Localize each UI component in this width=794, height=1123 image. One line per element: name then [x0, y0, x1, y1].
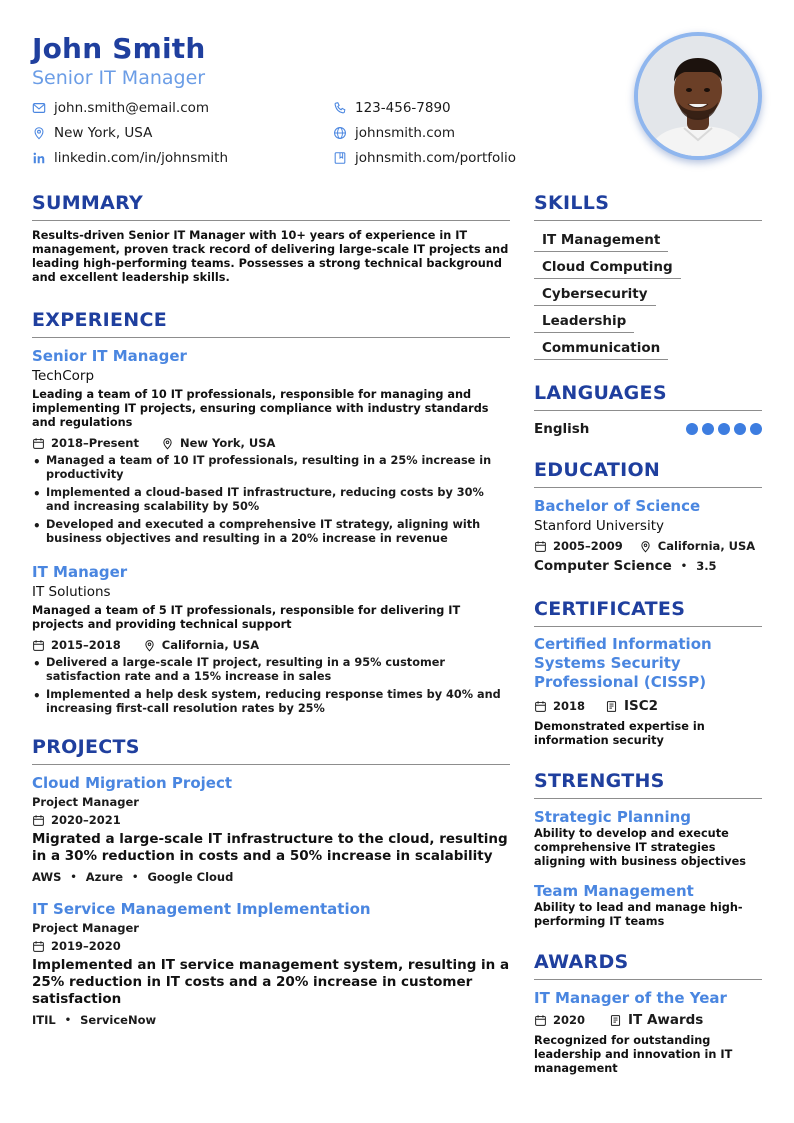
school: Stanford University [534, 518, 664, 534]
job-description: Managed a team of 5 IT professionals, responsible for delivering IT projects and providing technical support [32, 604, 461, 631]
awards-section [534, 949, 762, 1076]
language-name: English [534, 421, 590, 437]
location-text: New York, USA [54, 125, 153, 141]
portfolio-icon [333, 151, 347, 165]
strengths-section [534, 768, 762, 929]
left-column [32, 190, 510, 1030]
project-item [32, 899, 510, 1030]
candidate-title: Senior IT Manager [32, 67, 206, 89]
job-meta [32, 434, 510, 452]
project-tags: AWS • Azure • Google Cloud [32, 870, 234, 884]
job-location: New York, USA [180, 436, 276, 450]
project-role: Project Manager [32, 795, 139, 809]
resume-header [32, 32, 762, 172]
website-text: johnsmith.com [355, 125, 456, 141]
candidate-name: John Smith [32, 32, 206, 65]
job-bullet: • Managed a team of 10 IT professionals, resulting in a 25% increase in productivity [32, 454, 510, 482]
avatar-portrait [638, 36, 758, 156]
calendar-icon [534, 540, 547, 553]
project-description: Migrated a large-scale IT infrastructure to the cloud, resulting in a 30% reduction in costs and a 50% increase in scalability [32, 831, 508, 864]
summary-heading: SUMMARY [32, 190, 510, 221]
skills-section [534, 190, 762, 364]
certificate-issuer: ISC2 [624, 698, 659, 714]
project-name: IT Service Management Implementation [32, 900, 371, 918]
contact-location [32, 123, 152, 143]
project-tag: AWS [32, 870, 62, 884]
award-name: IT Manager of the Year [534, 989, 727, 1007]
project-role: Project Manager [32, 921, 139, 935]
education-heading: EDUCATION [534, 457, 762, 488]
job-role: Senior IT Manager [32, 347, 187, 365]
skill-tag: Communication [534, 337, 668, 360]
certificate-name: Certified Information Systems Security Professional (CISSP) [534, 635, 712, 691]
project-tags: ITIL • ServiceNow [32, 1013, 157, 1027]
projects-section [32, 734, 510, 1030]
calendar-icon [32, 940, 45, 953]
job-bullet: • Delivered a large-scale IT project, resulting in a 95% customer satisfaction rate and a 15% increase in sales [32, 656, 510, 684]
summary-text: Results-driven Senior IT Manager with 10+ years of experience in IT management, proven track record of delivering large-scale IT projects and leading high-performing teams. Possesses a strong technical background and excellent leadership skills. [32, 229, 509, 284]
language-level-dot [702, 423, 714, 435]
linkedin-icon [32, 151, 46, 165]
calendar-icon [534, 1014, 547, 1027]
contact-linkedin[interactable] [32, 148, 228, 168]
job-company: TechCorp [32, 368, 95, 384]
globe-icon [333, 126, 347, 140]
skill-tag: Cloud Computing [534, 256, 681, 279]
job-location: California, USA [161, 638, 260, 652]
certificates-heading: CERTIFICATES [534, 596, 762, 627]
experience-heading: EXPERIENCE [32, 307, 510, 338]
contact-phone[interactable] [333, 98, 451, 118]
calendar-icon [32, 437, 45, 450]
award-description: Recognized for outstanding leadership and innovation in IT management [534, 1034, 733, 1075]
job-bullet: • Implemented a help desk system, reducing response times by 40% and increasing first-call resolution rates by 25% [32, 688, 510, 716]
summary-section [32, 190, 510, 285]
email-icon [32, 101, 46, 115]
projects-heading: PROJECTS [32, 734, 510, 765]
strength-title: Team Management [534, 882, 694, 900]
skill-tag: IT Management [534, 229, 668, 252]
language-level-dot [750, 423, 762, 435]
strength-item [534, 881, 762, 929]
certificate-date: 2018 [553, 699, 586, 713]
job-meta [32, 636, 510, 654]
education-location: California, USA [657, 539, 756, 553]
contact-email[interactable] [32, 98, 209, 118]
job-bullets [32, 454, 510, 546]
education-field-row: Computer Science • 3.5 [534, 558, 717, 574]
job-bullet: • Developed and executed a comprehensive IT strategy, aligning with business objectives and resulting in a 20% increase in revenue [32, 518, 510, 546]
project-meta [32, 811, 510, 829]
education-gpa: 3.5 [696, 559, 717, 573]
linkedin-text: linkedin.com/in/johnsmith [54, 150, 229, 166]
skill-tag: Cybersecurity [534, 283, 656, 306]
awards-heading: AWARDS [534, 949, 762, 980]
calendar-icon [32, 639, 45, 652]
language-level-dot [718, 423, 730, 435]
language-level-dot [686, 423, 698, 435]
job-company: IT Solutions [32, 584, 111, 600]
calendar-icon [32, 814, 45, 827]
award-issuer: IT Awards [628, 1012, 704, 1028]
education-dates: 2005–2009 [553, 539, 623, 553]
phone-icon [333, 101, 347, 115]
skills-list [534, 229, 762, 364]
strength-description: Ability to lead and manage high-performing IT teams [534, 901, 743, 928]
location-pin-icon [32, 126, 46, 140]
language-level-dots [682, 423, 762, 435]
strength-title: Strategic Planning [534, 808, 692, 826]
project-meta [32, 937, 510, 955]
job-description: Leading a team of 10 IT professionals, responsible for managing and implementing IT projects, ensuring compliance with industry standards and regulations [32, 388, 489, 429]
certificate-icon [605, 700, 618, 713]
award-icon [609, 1014, 622, 1027]
skill-tag: Leadership [534, 310, 634, 333]
language-row [534, 419, 762, 439]
project-tag: ITIL [32, 1013, 56, 1027]
degree: Bachelor of Science [534, 497, 701, 515]
certificate-meta [534, 696, 762, 716]
project-description: Implemented an IT service management system, resulting in a 25% reduction in IT costs and a 20% increase in customer satisfaction [32, 957, 510, 1007]
email-text: john.smith@email.com [54, 100, 210, 116]
location-pin-icon [639, 540, 652, 553]
strength-item [534, 807, 762, 869]
certificates-section [534, 596, 762, 748]
education-field: Computer Science [534, 558, 672, 574]
phone-text: 123-456-7890 [355, 100, 451, 116]
right-column [534, 190, 762, 1076]
experience-item [32, 346, 510, 546]
skills-heading: SKILLS [534, 190, 762, 221]
project-tag: Google Cloud [147, 870, 234, 884]
award-date: 2020 [553, 1013, 586, 1027]
award-meta [534, 1010, 762, 1030]
languages-section [534, 380, 762, 439]
job-dates: 2018–Present [51, 436, 139, 450]
language-level-dot [734, 423, 746, 435]
project-dates: 2020–2021 [51, 813, 121, 827]
experience-section [32, 307, 510, 716]
profile-photo [634, 32, 762, 160]
project-dates: 2019–2020 [51, 939, 121, 953]
calendar-icon [534, 700, 547, 713]
education-section [534, 457, 762, 576]
project-tag: Azure [85, 870, 124, 884]
strengths-heading: STRENGTHS [534, 768, 762, 799]
contact-website[interactable] [333, 123, 455, 143]
education-meta [534, 537, 762, 555]
project-name: Cloud Migration Project [32, 774, 233, 792]
contact-portfolio[interactable] [333, 148, 516, 168]
job-dates: 2015–2018 [51, 638, 121, 652]
location-pin-icon [161, 437, 174, 450]
project-tag: ServiceNow [80, 1013, 157, 1027]
job-bullets [32, 656, 510, 716]
portfolio-text: johnsmith.com/portfolio [355, 150, 517, 166]
location-pin-icon [143, 639, 156, 652]
job-bullet: • Implemented a cloud-based IT infrastructure, reducing costs by 30% and increasing scalability by 50% [32, 486, 510, 514]
job-role: IT Manager [32, 563, 128, 581]
experience-item [32, 562, 510, 716]
certificate-description: Demonstrated expertise in information security [534, 720, 705, 747]
project-item [32, 773, 510, 887]
strength-description: Ability to develop and execute comprehensive IT strategies aligning with business objectives [534, 827, 747, 868]
languages-heading: LANGUAGES [534, 380, 762, 411]
